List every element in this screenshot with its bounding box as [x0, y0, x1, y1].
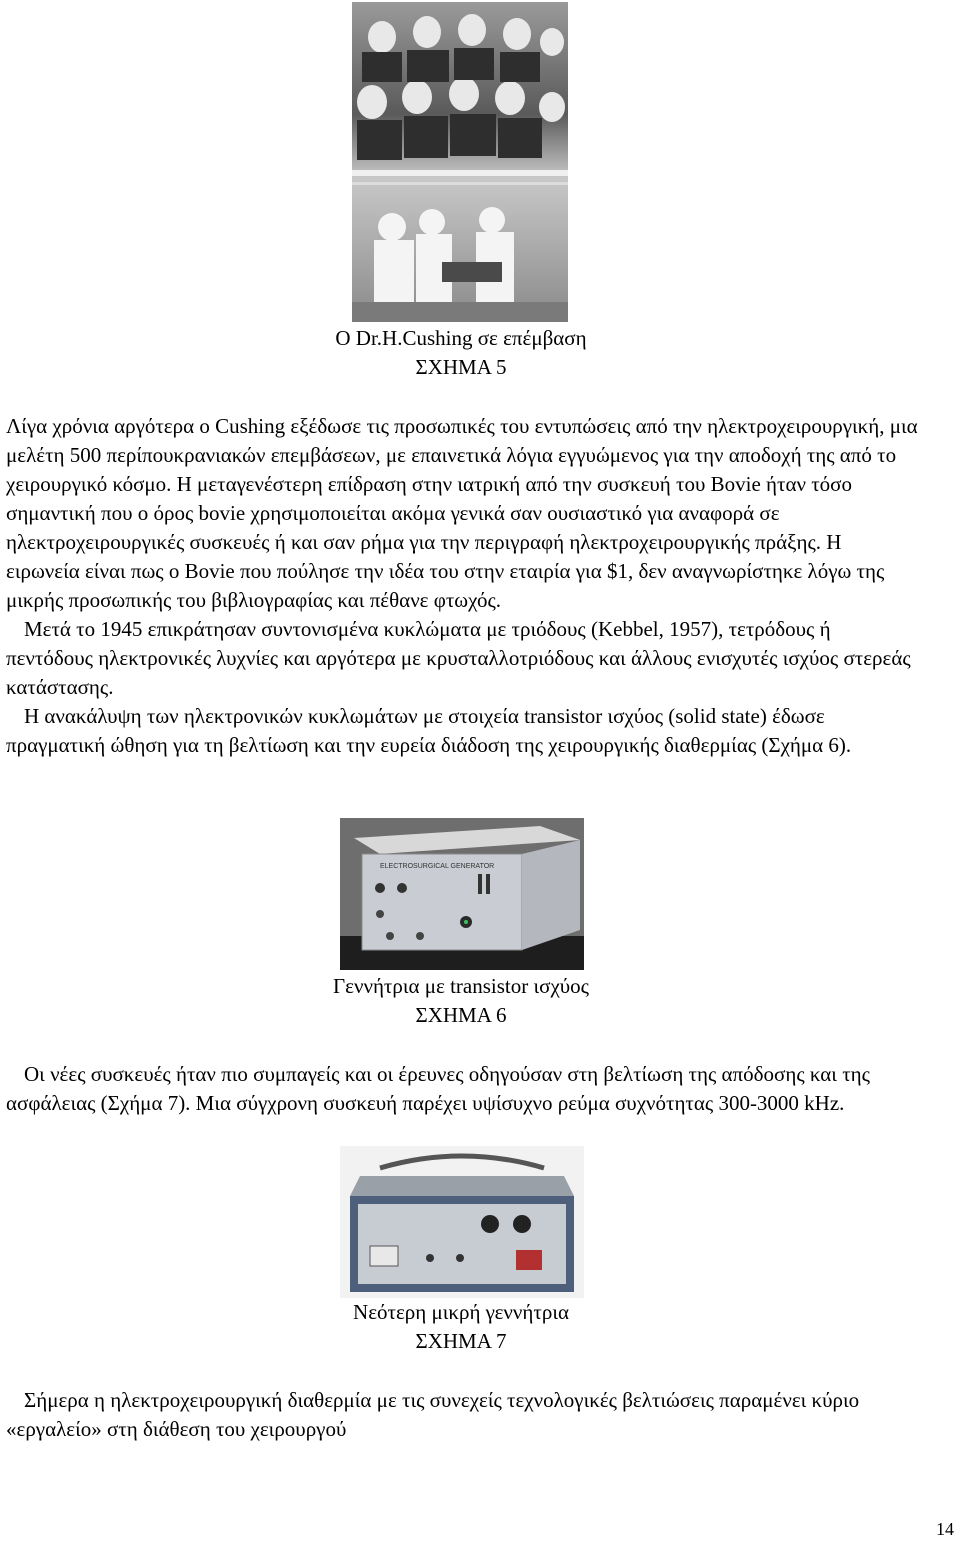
surgery-photo-image [352, 2, 568, 322]
page-number: 14 [936, 1519, 954, 1539]
paragraph-solid-state: Η ανακάλυψη των ηλεκτρονικών κυκλωμάτων με στοιχεία transistor ισχύος (solid state) έδωσε πραγματική ώθηση για τη βελτίωση και την ευρεία διάδοση της χειρουργικής διαθερμίας (Σχήμα 6). [6, 704, 852, 757]
paragraph-today: Σήμερα η ηλεκτροχειρουργική διαθερμία με τις συνεχείς τεχνολογικές βελτιώσεις παραμένει κύριο «εργαλείο» στη διάθεση του χειρουργού [6, 1388, 860, 1441]
body-paragraph-2 [6, 1060, 920, 1118]
figure-6-photo [340, 818, 584, 970]
generator-photo-image [340, 818, 584, 970]
figure-5-caption-label: ΣΧΗΜΑ 5 [415, 355, 507, 379]
body-paragraph-1 [6, 412, 920, 760]
figure-5-caption-title: Ο Dr.H.Cushing σε επέμβαση [335, 326, 587, 350]
paragraph-after-1945: Μετά το 1945 επικράτησαν συντονισμένα κυκλώματα με τριόδους (Kebbel, 1957), τετρόδους ή πεντόδους ηλεκτρονικές λυχνίες και αργότερα με κρυσταλλοτριόδους και άλλους ενισχυτές ισχύος στερεάς κατάστασης. [6, 617, 911, 699]
figure-7-photo [340, 1146, 584, 1298]
generator-panel-label: ELECTROSURGICAL GENERATOR [380, 863, 495, 870]
small-generator-photo-image [340, 1146, 584, 1298]
paragraph-cushing-bovie: Λίγα χρόνια αργότερα ο Cushing εξέδωσε τις προσωπικές του εντυπώσεις από την ηλεκτροχειρουργική, μια μελέτη 500 περίπουκρανιακών επεμβάσεων, με επαινετικά λόγια εγγυώμενος για την αποδοχή της από το χειρουργικό κόσμο. Η μεταγενέστερη επίδραση στην ιατρική από την συσκευή του Bovie ήταν τόσο σημαντική που ο όρος bovie χρησιμοποιείται ακόμα γενικά σαν ουσιαστικό για αναφορά σε ηλεκτροχειρουργικές συσκευές ή και σαν ρήμα για την περιγραφή ηλεκτροχειρουργικής πράξης. Η ειρωνεία είναι πως ο Bovie που πούλησε την ιδέα του στην εταιρία για $1, δεν αναγνωρίστηκε λόγω της μικρής προσωπικής του βιβλιογραφίας και πέθανε φτωχός. [6, 414, 918, 612]
figure-7-caption-label: ΣΧΗΜΑ 7 [415, 1329, 507, 1353]
figure-5-caption [0, 324, 922, 382]
figure-6-caption-label: ΣΧΗΜΑ 6 [415, 1003, 507, 1027]
figure-6-caption-title: Γεννήτρια με transistor ισχύος [333, 974, 589, 998]
figure-5-photo [352, 2, 568, 322]
paragraph-compact-devices: Οι νέες συσκευές ήταν πιο συμπαγείς και οι έρευνες οδηγούσαν στη βελτίωση της απόδοσης και της ασφάλειας (Σχήμα 7). Μια σύγχρονη συσκευή παρέχει υψίσυχνο ρεύμα συχνότητας 300-3000 kHz. [6, 1062, 870, 1115]
body-paragraph-3 [6, 1386, 920, 1444]
figure-7-caption [0, 1298, 922, 1356]
figure-7-caption-title: Νεότερη μικρή γεννήτρια [353, 1300, 569, 1324]
figure-6-caption [0, 972, 922, 1030]
